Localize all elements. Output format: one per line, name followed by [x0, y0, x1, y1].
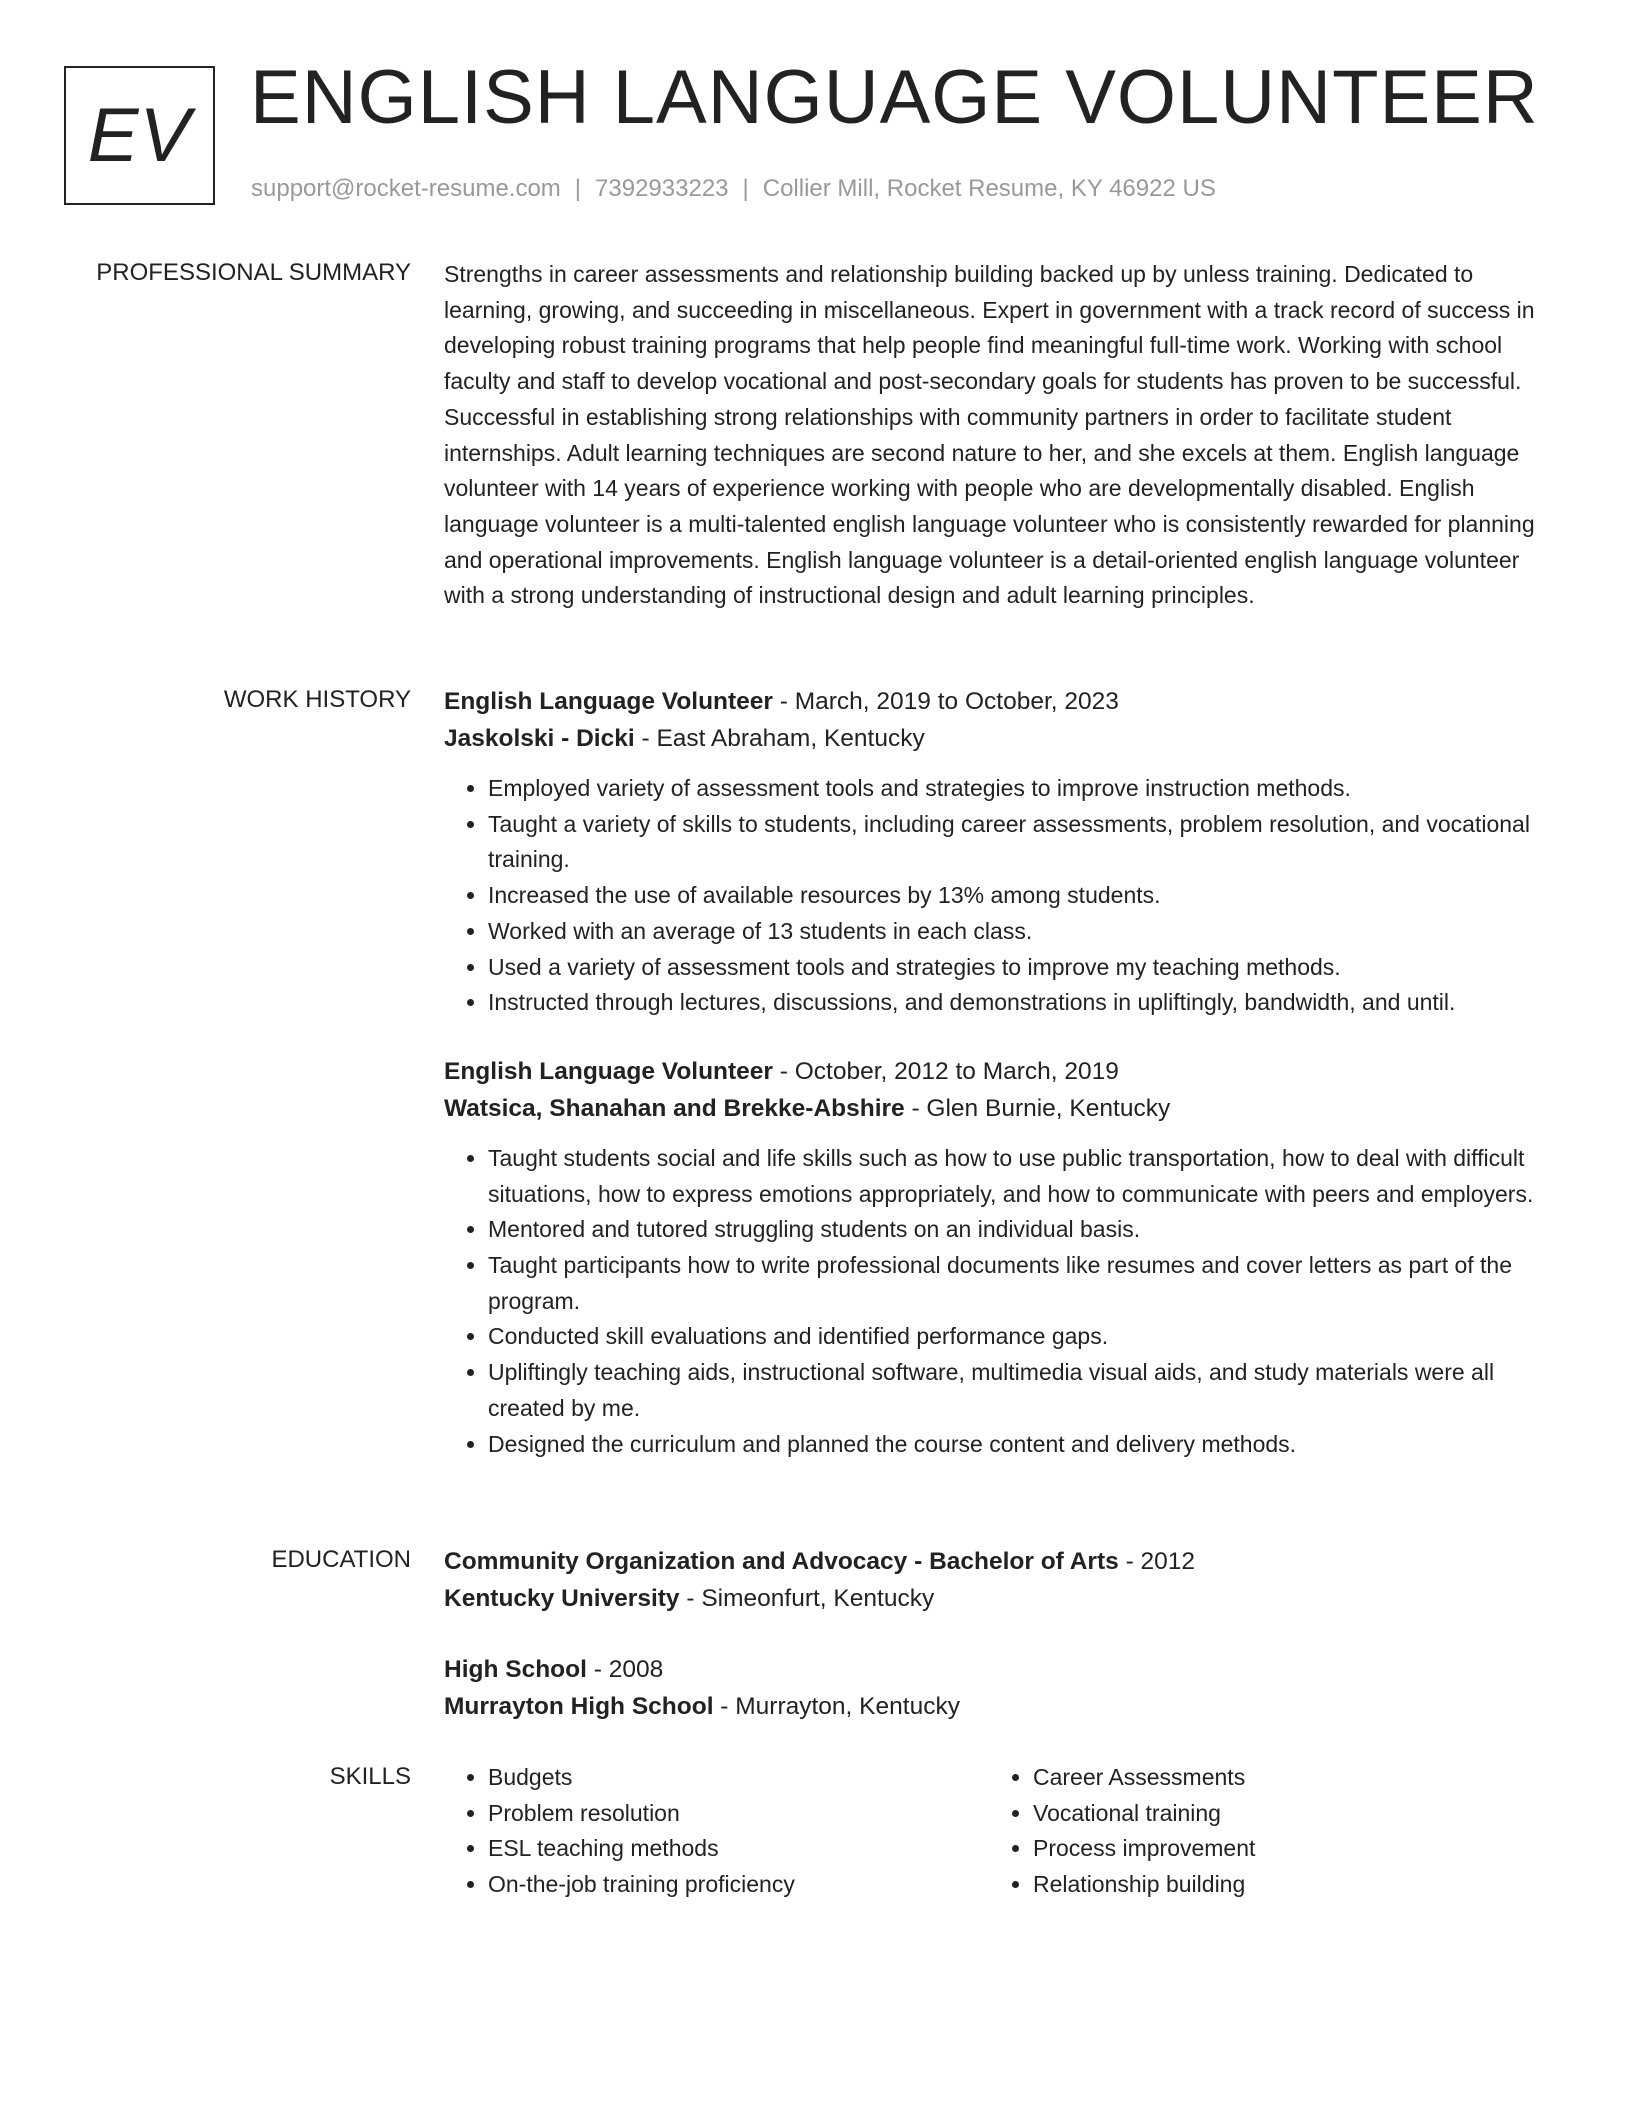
skill-item: • Career Assessments [1033, 1760, 1533, 1796]
job-title: English Language Volunteer [444, 688, 773, 715]
degree: High School [444, 1656, 587, 1683]
education-section [444, 1543, 1554, 1759]
job-company-line [444, 720, 1554, 757]
summary-heading: PROFESSIONAL SUMMARY [96, 259, 411, 286]
school-line [444, 1688, 1554, 1725]
school-location: - Simeonfurt, Kentucky [679, 1585, 935, 1612]
separator: | [574, 175, 582, 202]
degree: Community Organization and Advocacy - Bachelor of Arts [444, 1548, 1119, 1575]
list-item: • Worked with an average of 13 students in each class. [488, 914, 1554, 950]
list-item: • Taught students social and life skills such as how to use public transportation, how to deal with difficult situations, how to express emotions appropriately, and how to communicate with peers and employers. [488, 1141, 1554, 1212]
job-title-line [444, 1053, 1554, 1090]
skill-item: • On-the-job training proficiency [488, 1867, 988, 1903]
grad-year: - 2012 [1118, 1548, 1196, 1575]
skills-column-2 [989, 1760, 1533, 1903]
school-location: - Murrayton, Kentucky [713, 1693, 960, 1720]
degree-line [444, 1543, 1554, 1580]
grad-year: - 2008 [586, 1656, 664, 1683]
skill-item: • ESL teaching methods [488, 1831, 988, 1867]
education-entry [444, 1651, 1554, 1725]
job-entry [444, 683, 1554, 1021]
list-item: • Conducted skill evaluations and identified performance gaps. [488, 1319, 1554, 1355]
skill-item: • Vocational training [1033, 1796, 1533, 1832]
job-dates: - October, 2012 to March, 2019 [772, 1057, 1119, 1085]
email[interactable]: support@rocket-resume.com [251, 175, 561, 202]
education-entry [444, 1543, 1554, 1617]
skill-item: • Problem resolution [488, 1796, 988, 1832]
school-line [444, 1580, 1554, 1617]
job-company: Watsica, Shanahan and Brekke-Abshire [444, 1094, 905, 1122]
skills-column-1 [444, 1760, 988, 1903]
skill-item: • Process improvement [1033, 1831, 1533, 1867]
job-company-line [444, 1090, 1554, 1127]
skill-item: • Budgets [488, 1760, 988, 1796]
list-item: • Mentored and tutored struggling students on an individual basis. [488, 1212, 1554, 1248]
job-company: Jaskolski - Dicki [444, 725, 635, 752]
job-bullets [444, 771, 1554, 1021]
job-location: - Glen Burnie, Kentucky [904, 1094, 1171, 1122]
education-heading: EDUCATION [271, 1546, 411, 1573]
address: Collier Mill, Rocket Resume, KY 46922 US [762, 175, 1216, 202]
skill-item: • Relationship building [1033, 1867, 1533, 1903]
list-item: • Instructed through lectures, discussions, and demonstrations in upliftingly, bandwidth, and until. [488, 985, 1554, 1021]
summary-section [444, 257, 1554, 614]
degree-line [444, 1651, 1554, 1688]
candidate-name: ENGLISH LANGUAGE VOLUNTEER [250, 55, 1539, 140]
job-title: English Language Volunteer [444, 1057, 773, 1085]
contact-line [251, 175, 1216, 203]
work-history-heading: WORK HISTORY [223, 686, 411, 713]
list-item: • Designed the curriculum and planned the course content and delivery methods. [488, 1427, 1554, 1463]
summary-text: Strengths in career assessments and relationship building backed up by unless training. Dedicated to learning, growing, and succeeding in miscellaneous. Expert in government with a track record of success in developing robust training programs that help people find meaningful full-time work. Working with school faculty and staff to develop vocational and post-secondary goals for students has proven to be successful. Successful in establishing strong relationships with community partners in order to facilitate student internships. Adult learning techniques are second nature to her, and she excels at them. English language volunteer with 14 years of experience working with people who are developmentally disabled. English language volunteer is a multi-talented english language volunteer who is consistently rewarded for planning and operational improvements. English language volunteer is a detail-oriented english language volunteer with a strong understanding of instructional design and adult learning principles. [444, 261, 1535, 609]
phone[interactable]: 7392933223 [595, 175, 729, 202]
list-item: • Taught a variety of skills to students, including career assessments, problem resolution, and vocational training. [488, 807, 1554, 878]
monogram-logo: EV [64, 66, 215, 205]
job-bullets [444, 1141, 1554, 1462]
job-location: - East Abraham, Kentucky [634, 725, 925, 752]
skills-heading: SKILLS [329, 1763, 411, 1790]
list-item: • Increased the use of available resources by 13% among students. [488, 878, 1554, 914]
job-dates: - March, 2019 to October, 2023 [772, 688, 1119, 715]
job-entry [444, 1053, 1554, 1462]
list-item: • Employed variety of assessment tools and strategies to improve instruction methods. [488, 771, 1554, 807]
list-item: • Upliftingly teaching aids, instructional software, multimedia visual aids, and study materials were all created by me. [488, 1355, 1554, 1426]
work-history-section [444, 683, 1554, 1494]
school: Kentucky University [444, 1585, 680, 1612]
separator: | [742, 175, 749, 202]
list-item: • Used a variety of assessment tools and strategies to improve my teaching methods. [488, 950, 1554, 986]
list-item: • Taught participants how to write professional documents like resumes and cover letters as part of the program. [488, 1248, 1554, 1319]
skills-section [444, 1760, 1554, 1903]
job-title-line [444, 683, 1554, 720]
school: Murrayton High School [444, 1693, 714, 1720]
